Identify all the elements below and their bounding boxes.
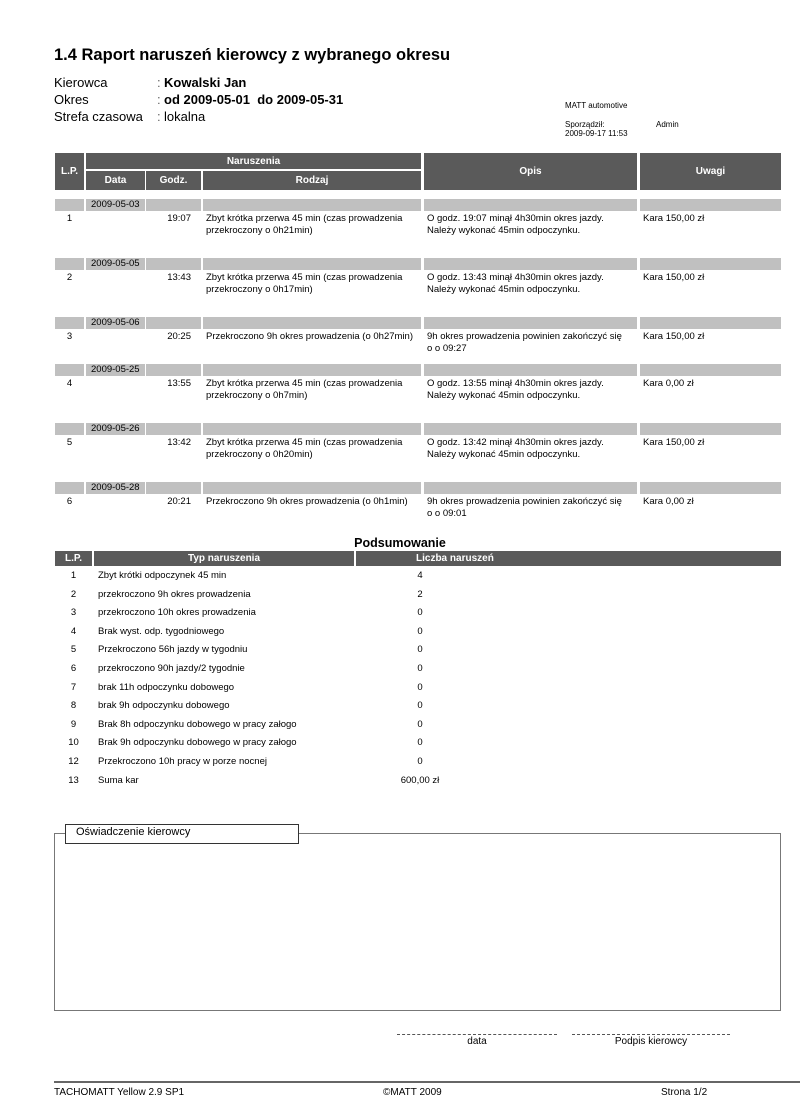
row-date-band-cell — [203, 199, 421, 211]
row-date-band-cell — [424, 199, 637, 211]
row-date-band-cell — [146, 423, 201, 435]
summary-type: Suma kar — [98, 774, 139, 786]
row-date-band-cell — [640, 199, 781, 211]
summary-lp: 13 — [68, 774, 79, 786]
summary-lp: 6 — [70, 663, 77, 674]
row-description: 9h okres prowadzenia powinien zakończyć się o o 09:27 — [427, 331, 622, 354]
summary-type: brak 9h odpoczynku dobowego — [98, 700, 230, 712]
summary-count: 0 — [417, 625, 423, 637]
summary-count: 600,00 zł — [400, 774, 440, 786]
summary-lp: 8 — [70, 700, 77, 712]
row-lp: 5 — [66, 437, 73, 448]
summary-count: 0 — [417, 644, 423, 656]
row-description: 9h okres prowadzenia powinien zakończyć się o o 09:01 — [427, 496, 622, 519]
row-type: Przekroczono 9h okres prowadzenia (o 0h27min) — [206, 331, 413, 342]
row-time: 13:42 — [167, 437, 191, 448]
summary-lp: 10 — [68, 737, 79, 749]
row-date-band-cell — [640, 258, 781, 270]
summary-count: 0 — [417, 700, 423, 712]
summary-header-type: Typ naruszenia — [94, 551, 354, 566]
row-date-band-cell — [55, 364, 84, 376]
summary-lp: 1 — [70, 570, 77, 581]
summary-type: Brak wyst. odp. tygodniowego — [98, 625, 225, 637]
row-notes: Kara 150,00 zł — [643, 331, 705, 342]
footer-divider — [54, 1081, 800, 1083]
date-label: data — [467, 1036, 487, 1047]
row-lp: 2 — [66, 272, 73, 283]
row-lp: 6 — [66, 496, 73, 507]
summary-lp: 9 — [70, 718, 77, 730]
header-violations-group: Naruszenia — [86, 153, 421, 169]
row-date-band-cell — [424, 364, 637, 376]
colon: : — [157, 75, 161, 90]
row-date-band: 2009-05-25 — [86, 364, 145, 376]
date-signature-line — [397, 1034, 557, 1035]
row-lp: 3 — [66, 331, 73, 342]
row-date-band-cell — [640, 482, 781, 494]
header-description: Opis — [424, 153, 637, 190]
row-time: 19:07 — [167, 213, 191, 224]
row-date-band-cell — [55, 482, 84, 494]
summary-lp: 7 — [70, 681, 77, 693]
row-date-band: 2009-05-03 — [86, 199, 145, 211]
header-type: Rodzaj — [203, 171, 421, 190]
row-type: Zbyt krótka przerwa 45 min (czas prowadzenia przekroczony o 0h20min) — [206, 437, 403, 460]
signature-label: Podpis kierowcy — [614, 1036, 688, 1047]
driver-label: Kierowca — [54, 75, 108, 90]
row-notes: Kara 0,00 zł — [643, 378, 694, 389]
row-date-band-cell — [146, 317, 201, 329]
row-notes: Kara 150,00 zł — [643, 272, 705, 283]
summary-count: 2 — [417, 588, 423, 600]
summary-header-lp: L.P. — [55, 551, 92, 566]
summary-count: 0 — [417, 737, 423, 749]
row-time: 13:43 — [167, 272, 191, 283]
header-lp: L.P. — [55, 153, 84, 190]
summary-count: 0 — [417, 663, 423, 674]
row-type: Zbyt krótka przerwa 45 min (czas prowadzenia przekroczony o 0h21min) — [206, 213, 403, 236]
row-time: 13:55 — [167, 378, 191, 389]
row-date-band-cell — [146, 258, 201, 270]
row-date-band-cell — [146, 199, 201, 211]
summary-count: 0 — [417, 756, 423, 767]
prepared-by: Admin — [656, 120, 679, 129]
row-date-band-cell — [424, 482, 637, 494]
declaration-label: Oświadczenie kierowcy — [65, 824, 299, 844]
row-date-band-cell — [203, 317, 421, 329]
summary-count: 0 — [417, 681, 423, 693]
row-date-band-cell — [424, 423, 637, 435]
summary-type: Zbyt krótki odpoczynek 45 min — [98, 570, 227, 581]
period-label: Okres — [54, 92, 89, 107]
row-lp: 1 — [66, 213, 73, 224]
row-lp: 4 — [66, 378, 73, 389]
row-date-band-cell — [424, 258, 637, 270]
footer-page-number: Strona 1/2 — [661, 1087, 708, 1098]
row-date-band-cell — [55, 317, 84, 329]
row-date-band-cell — [203, 423, 421, 435]
row-date-band-cell — [640, 317, 781, 329]
row-date-band-cell — [203, 364, 421, 376]
row-date-band-cell — [146, 364, 201, 376]
row-description: O godz. 13:55 minął 4h30min okres jazdy. Należy wykonać 45min odpoczynku. — [427, 378, 604, 401]
row-date-band-cell — [55, 423, 84, 435]
row-description: O godz. 13:42 minął 4h30min okres jazdy. Należy wykonać 45min odpoczynku. — [427, 437, 604, 460]
row-time: 20:25 — [167, 331, 191, 342]
row-date-band-cell — [55, 258, 84, 270]
summary-lp: 2 — [70, 588, 77, 600]
prepared-by-label: Sporządził: — [565, 120, 605, 129]
company-name: MATT automotive — [565, 101, 628, 110]
summary-header-count: Liczba naruszeń — [356, 551, 781, 566]
driver-value: Kowalski Jan — [164, 75, 247, 90]
row-type: Zbyt krótka przerwa 45 min (czas prowadzenia przekroczony o 0h17min) — [206, 272, 403, 295]
header-time: Godz. — [146, 171, 201, 190]
summary-title: Podsumowanie — [354, 536, 446, 550]
declaration-box[interactable] — [54, 833, 781, 1011]
row-notes: Kara 150,00 zł — [643, 437, 705, 448]
timezone-label: Strefa czasowa — [54, 109, 143, 124]
row-notes: Kara 0,00 zł — [643, 496, 694, 507]
footer-copyright: ©MATT 2009 — [383, 1087, 442, 1098]
summary-type: Brak 9h odpoczynku dobowego w pracy załogo — [98, 737, 297, 749]
row-time: 20:21 — [167, 496, 191, 507]
summary-type: Brak 8h odpoczynku dobowego w pracy załogo — [98, 718, 297, 730]
summary-type: Przekroczono 56h jazdy w tygodniu — [98, 644, 248, 656]
row-date-band: 2009-05-28 — [86, 482, 145, 494]
period-value: od 2009-05-01 do 2009-05-31 — [164, 92, 344, 107]
report-title: 1.4 Raport naruszeń kierowcy z wybranego okresu — [54, 46, 451, 64]
summary-lp: 3 — [70, 607, 77, 619]
row-date-band: 2009-05-26 — [86, 423, 145, 435]
summary-type: przekroczono 9h okres prowadzenia — [98, 588, 251, 600]
driver-signature-line — [572, 1034, 730, 1035]
row-date-band-cell — [203, 258, 421, 270]
row-date-band: 2009-05-05 — [86, 258, 145, 270]
row-date-band-cell — [55, 199, 84, 211]
row-date-band: 2009-05-06 — [86, 317, 145, 329]
row-date-band-cell — [146, 482, 201, 494]
summary-type: przekroczono 10h okres prowadzenia — [98, 607, 256, 619]
row-type: Zbyt krótka przerwa 45 min (czas prowadzenia przekroczony o 0h7min) — [206, 378, 403, 401]
header-date: Data — [86, 171, 145, 190]
row-date-band-cell — [640, 364, 781, 376]
row-description: O godz. 13:43 minął 4h30min okres jazdy. Należy wykonać 45min odpoczynku. — [427, 272, 604, 295]
summary-lp: 5 — [70, 644, 77, 656]
summary-lp: 12 — [68, 756, 79, 767]
row-notes: Kara 150,00 zł — [643, 213, 705, 224]
row-date-band-cell — [640, 423, 781, 435]
colon: : — [157, 109, 161, 124]
summary-lp: 4 — [70, 625, 77, 637]
row-type: Przekroczono 9h okres prowadzenia (o 0h1min) — [206, 496, 408, 507]
row-date-band-cell — [424, 317, 637, 329]
summary-type: Przekroczono 10h pracy w porze nocnej — [98, 756, 267, 767]
summary-type: brak 11h odpoczynku dobowego — [98, 681, 235, 693]
summary-count: 0 — [417, 718, 423, 730]
summary-count: 0 — [417, 607, 423, 619]
footer-product: TACHOMATT Yellow 2.9 SP1 — [54, 1087, 185, 1098]
row-date-band-cell — [203, 482, 421, 494]
prepared-at: 2009-09-17 11:53 — [565, 129, 628, 138]
row-description: O godz. 19:07 minął 4h30min okres jazdy. Należy wykonać 45min odpoczynku. — [427, 213, 604, 236]
summary-count: 4 — [417, 570, 423, 581]
colon: : — [157, 92, 161, 107]
header-notes: Uwagi — [640, 153, 781, 190]
summary-type: przekroczono 90h jazdy/2 tygodnie — [98, 663, 245, 674]
timezone-value: lokalna — [164, 109, 206, 124]
